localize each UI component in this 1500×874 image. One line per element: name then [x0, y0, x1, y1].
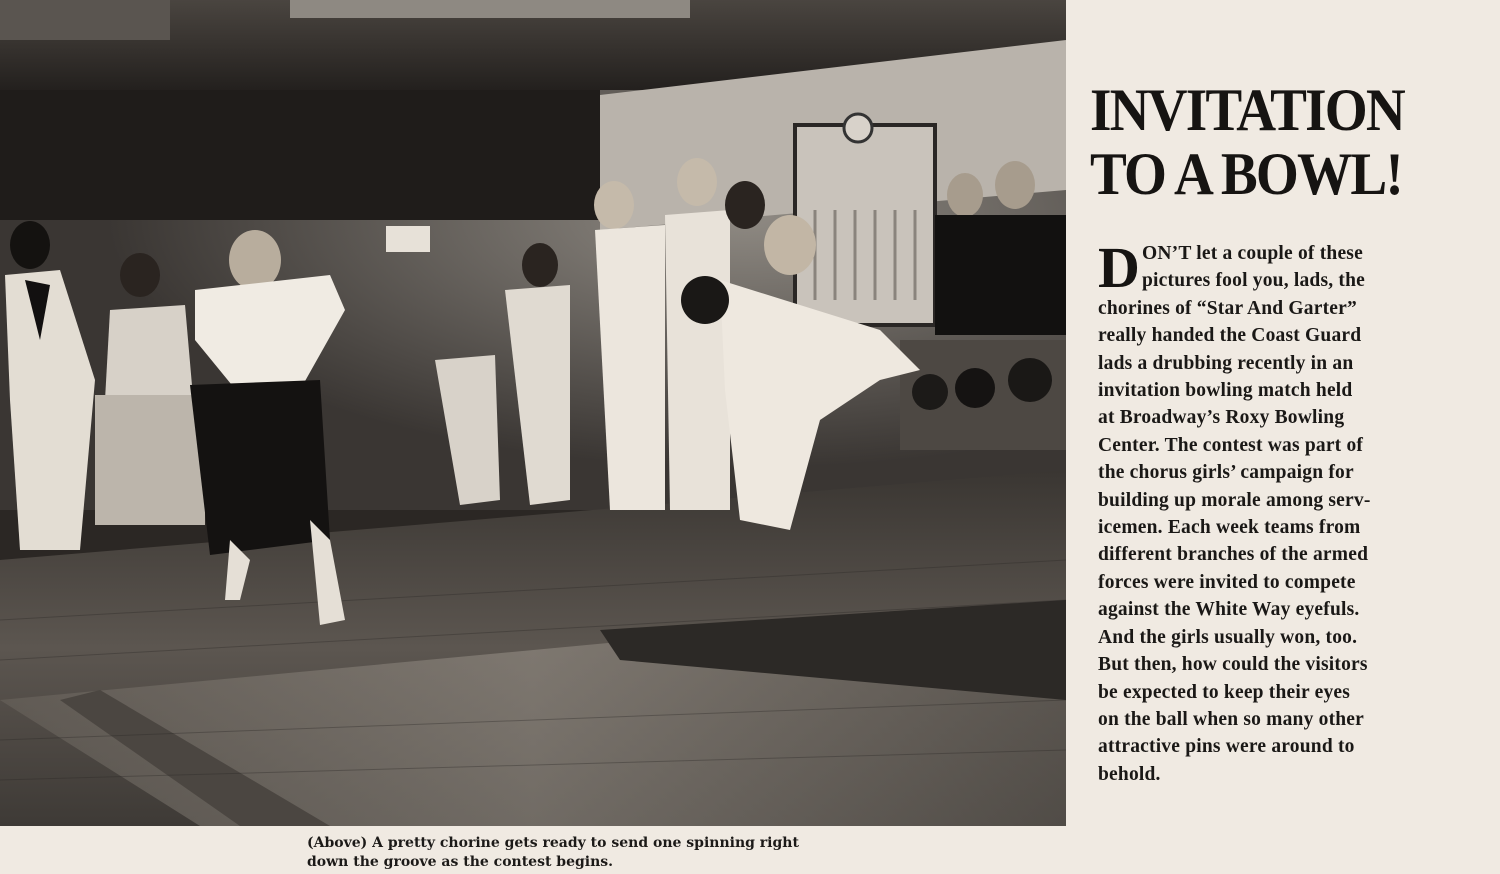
article-headline [1090, 78, 1458, 206]
body-line: different branches of the armed [1098, 544, 1369, 566]
body-line: building up morale among serv- [1098, 489, 1371, 511]
body-line: behold. [1098, 763, 1161, 785]
caption-line-1: (Above) A pretty chorine gets ready to send one spinning right [307, 835, 799, 851]
body-line: really handed the Coast Guard [1098, 325, 1362, 347]
body-line: on the ball when so many other [1098, 708, 1365, 730]
body-line: attractive pins were around to [1098, 736, 1355, 758]
body-line: icemen. Each week teams from [1098, 517, 1361, 539]
headline-line-1: INVITATION [1090, 77, 1404, 143]
body-line: lads a drubbing recently in an [1098, 352, 1354, 374]
body-line: invitation bowling match held [1098, 380, 1353, 402]
body-line: chorines of “Star And Garter” [1098, 297, 1357, 319]
body-line: pictures fool you, lads, the [1142, 270, 1366, 292]
body-line: at Broadway’s Roxy Bowling [1098, 407, 1345, 429]
body-line: ON’T let a couple of these [1142, 243, 1363, 264]
body-line: But then, how could the visitors [1098, 654, 1368, 676]
body-line: And the girls usually won, too. [1098, 626, 1358, 648]
drop-cap: D [1098, 235, 1140, 300]
body-line: forces were invited to compete [1098, 571, 1356, 593]
photo-caption [307, 834, 887, 872]
article-body [1098, 235, 1410, 788]
headline-line-2: TO A BOWL! [1090, 141, 1402, 207]
body-line: against the White Way eyefuls. [1098, 599, 1360, 621]
caption-line-2: down the groove as the contest begins. [307, 854, 614, 870]
war-bonds-sign [386, 226, 430, 252]
body-line: be expected to keep their eyes [1098, 681, 1351, 703]
body-line: Center. The contest was part of [1098, 434, 1364, 456]
body-line: the chorus girls’ campaign for [1098, 462, 1354, 484]
